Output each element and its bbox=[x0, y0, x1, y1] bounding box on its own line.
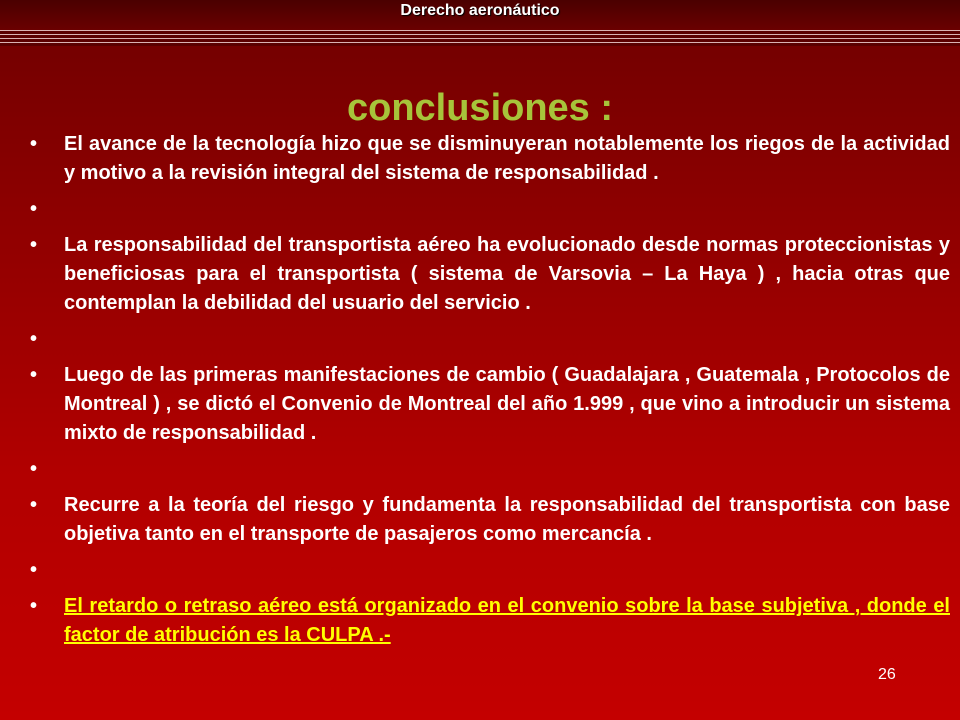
bullet-marker: • bbox=[30, 364, 38, 386]
bullet-text: Recurre a la teoría del riesgo y fundamenta la responsabilidad del transportista con base objetiva tanto en el transporte de pasajeros como mercancía . bbox=[64, 494, 950, 545]
page-number: 26 bbox=[878, 666, 896, 683]
bullet-text-highlighted: El retardo o retraso aéreo está organizado en el convenio sobre la base subjetiva , donde el factor de atribución es la CULPA .- bbox=[64, 595, 950, 646]
bullet-item-empty bbox=[30, 556, 950, 585]
bullet-item-empty bbox=[30, 325, 950, 354]
bullet-item-empty bbox=[30, 195, 950, 224]
bullet-item bbox=[30, 231, 950, 318]
bullet-item bbox=[30, 130, 950, 188]
bullet-marker: • bbox=[30, 234, 38, 256]
bullet-item-empty bbox=[30, 455, 950, 484]
bullet-marker: • bbox=[30, 133, 38, 155]
bullet-text: La responsabilidad del transportista aéreo ha evolucionado desde normas proteccionistas y beneficiosas para el transportista ( sistema de Varsovia – La Haya ) , hacia otras que contemplan la debilidad del usuario del servicio . bbox=[64, 234, 950, 314]
bullet-text: Luego de las primeras manifestaciones de cambio ( Guadalajara , Guatemala , Protocolos de Montreal ) , se dictó el Convenio de Montreal del año 1.999 , que vino a introducir un sistema mixto de responsabilidad . bbox=[64, 364, 950, 444]
bullet-marker: • bbox=[30, 559, 38, 581]
bullet-marker: • bbox=[30, 198, 38, 220]
bullet-text: El avance de la tecnología hizo que se disminuyeran notablemente los riegos de la actividad y motivo a la revisión integral del sistema de responsabilidad . bbox=[64, 133, 950, 184]
bullet-item bbox=[30, 491, 950, 549]
bullet-marker: • bbox=[30, 458, 38, 480]
bullet-marker: • bbox=[30, 494, 38, 516]
header-divider-stripes bbox=[0, 30, 960, 46]
bullet-marker: • bbox=[30, 328, 38, 350]
header-title: Derecho aeronáutico bbox=[400, 2, 560, 19]
bullet-item bbox=[30, 361, 950, 448]
bullet-list bbox=[30, 130, 950, 650]
bullet-marker: • bbox=[30, 595, 38, 617]
bullet-item-highlighted bbox=[30, 592, 950, 650]
slide-title: conclusiones : bbox=[346, 87, 614, 129]
